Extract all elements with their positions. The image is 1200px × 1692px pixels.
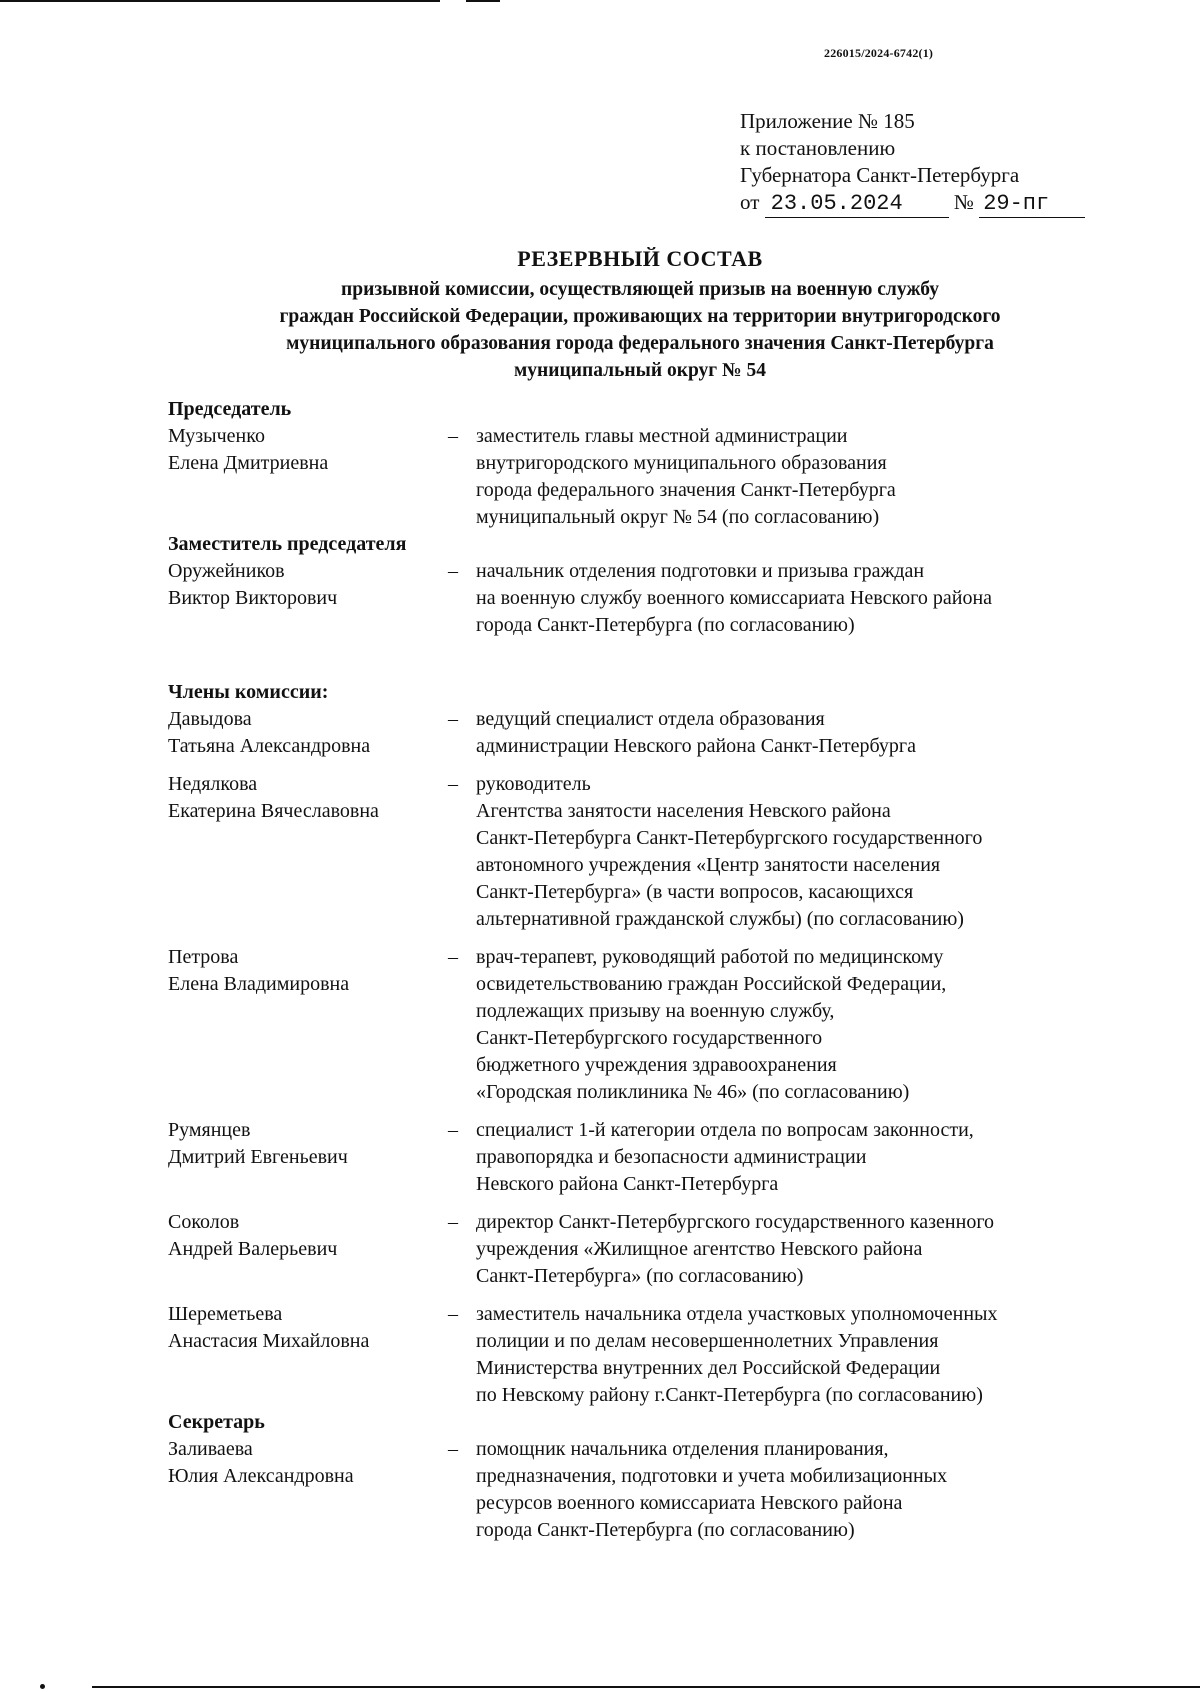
subtitle-line: муниципального образования города федерального значения Санкт-Петербурга <box>286 333 994 354</box>
commission-list <box>168 396 1168 1544</box>
scan-edge-rule-left <box>0 0 440 2</box>
number-prefix: № <box>953 190 974 214</box>
member-position: руководитель Агентства занятости населения Невского района Санкт-Петербурга Санкт-Петербургского государственного автономного учреждения «Центр занятости населения Санкт-Петербурга» (в части вопросов, касающихся альтернативной гражданской службы) (по согласованию) <box>476 773 983 930</box>
member-name: Соколов Андрей Валерьевич <box>168 1211 338 1260</box>
member-name: Заливаева Юлия Александровна <box>168 1438 354 1487</box>
section-chairman: Председатель <box>168 398 292 420</box>
member-name: Петрова Елена Владимировна <box>168 946 350 995</box>
member-position: помощник начальника отделения планирования, предназначения, подготовки и учета мобилизационных ресурсов военного комиссариата Невского района города Санкт-Петербурга (по согласованию) <box>476 1438 948 1541</box>
appendix-date-line <box>740 189 1160 218</box>
document-title: РЕЗЕРВНЫЙ СОСТАВ <box>517 246 763 271</box>
member-name: Недялкова Екатерина Вячеславовна <box>168 773 379 822</box>
member-position: ведущий специалист отдела образования администрации Невского района Санкт-Петербурга <box>476 708 916 757</box>
dash: – <box>448 773 458 795</box>
member-position: врач-терапевт, руководящий работой по медицинскому освидетельствованию граждан Российской Федерации, подлежащих призыву на военную службу, Санкт-Петербургского государственного бюджетного учреждения здравоохранения «Городская поликлиника № 46» (по согласованию) <box>476 946 947 1103</box>
section-deputy: Заместитель председателя <box>168 533 407 555</box>
document-subtitle <box>150 276 1130 384</box>
dash: – <box>448 946 458 968</box>
member-name: Музыченко Елена Дмитриевна <box>168 425 329 474</box>
member-muzychenko <box>168 423 1168 531</box>
member-rumyantsev <box>168 1117 1168 1198</box>
dash: – <box>448 560 458 582</box>
appendix-block <box>740 108 1160 218</box>
member-oruzheynikov <box>168 558 1168 639</box>
member-sokolov <box>168 1209 1168 1290</box>
section-members: Члены комиссии: <box>168 681 329 703</box>
appendix-line-1: Приложение № 185 <box>740 109 915 133</box>
member-position: директор Санкт-Петербургского государственного казенного учреждения «Жилищное агентство Невского района Санкт-Петербурга» (по согласованию) <box>476 1211 995 1287</box>
subtitle-line: призывной комиссии, осуществляющей призыв на военную службу <box>341 279 939 300</box>
scan-mark <box>40 1684 45 1689</box>
dash: – <box>448 425 458 447</box>
member-davydova <box>168 706 1168 760</box>
document-id: 226015/2024-6742(1) <box>824 46 934 60</box>
member-sheremetyeva <box>168 1301 1168 1409</box>
member-position: заместитель главы местной администрации внутригородского муниципального образования города федерального значения Санкт-Петербурга муниципальный округ № 54 (по согласованию) <box>476 425 896 528</box>
dash: – <box>448 1119 458 1141</box>
decree-date: 23.05.2024 <box>765 190 949 218</box>
dash: – <box>448 1303 458 1325</box>
section-secretary: Секретарь <box>168 1411 265 1433</box>
dash: – <box>448 708 458 730</box>
dash: – <box>448 1211 458 1233</box>
member-name: Давыдова Татьяна Александровна <box>168 708 371 757</box>
member-name: Шереметьева Анастасия Михайловна <box>168 1303 370 1352</box>
member-name: Румянцев Дмитрий Евгеньевич <box>168 1119 348 1168</box>
subtitle-line: граждан Российской Федерации, проживающих на территории внутригородского <box>279 306 1001 327</box>
member-petrova <box>168 944 1168 1106</box>
dash: – <box>448 1438 458 1460</box>
member-position: специалист 1-й категории отдела по вопросам законности, правопорядка и безопасности администрации Невского района Санкт-Петербурга <box>476 1119 974 1195</box>
member-zalivaeva <box>168 1436 1168 1544</box>
scan-bottom-rule <box>92 1686 1200 1688</box>
date-prefix: от <box>740 190 760 214</box>
subtitle-line: муниципальный округ № 54 <box>514 360 766 381</box>
member-position: заместитель начальника отдела участковых уполномоченных полиции и по делам несовершеннолетних Управления Министерства внутренних дел Российской Федерации по Невскому району г.Санкт-Петербурга (по согласованию) <box>476 1303 998 1406</box>
member-nedyalkova <box>168 771 1168 933</box>
member-position: начальник отделения подготовки и призыва граждан на военную службу военного комиссариата Невского района города Санкт-Петербурга (по согласованию) <box>476 560 993 636</box>
member-name: Оружейников Виктор Викторович <box>168 560 338 609</box>
appendix-line-3: Губернатора Санкт-Петербурга <box>740 163 1020 187</box>
decree-number: 29-пг <box>979 190 1085 218</box>
appendix-line-2: к постановлению <box>740 136 896 160</box>
scan-edge-rule-right <box>466 0 500 2</box>
